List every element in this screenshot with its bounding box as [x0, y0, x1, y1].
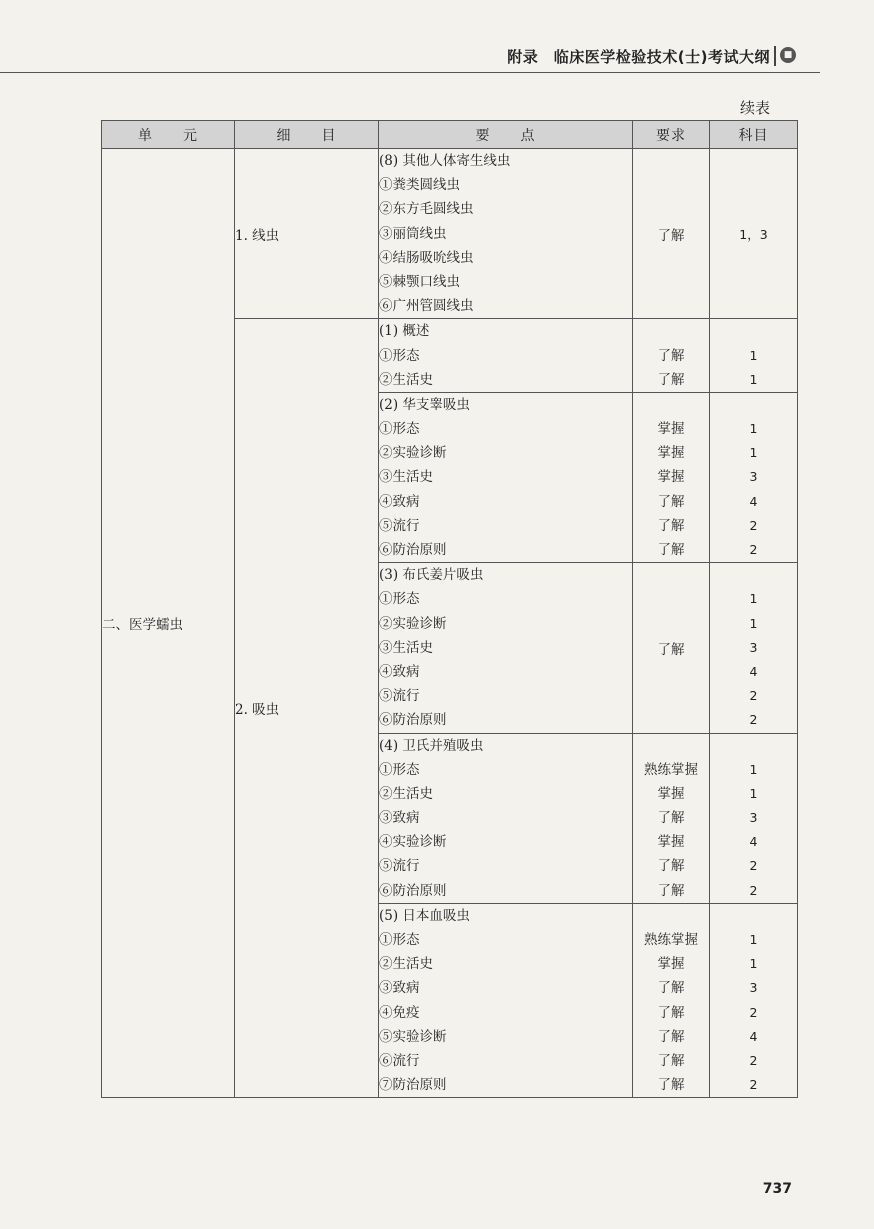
subject-value: 1: [749, 932, 758, 947]
point-item: ⑤流行: [379, 688, 420, 705]
subject-value: 2: [749, 858, 758, 874]
point-item: ②生活史: [379, 956, 433, 973]
subject-value: 2: [749, 517, 758, 533]
point-item: ③丽筒线虫: [379, 225, 447, 242]
requirement-cell: [633, 319, 710, 393]
point-item: ①形态: [379, 932, 420, 948]
header-title: 附录 临床医学检验技术(士)考试大纲: [507, 48, 770, 66]
requirement-value: 了解: [657, 1077, 685, 1094]
subject-cell: [710, 319, 798, 393]
requirement-value: 了解: [657, 1052, 685, 1069]
requirement-value: 熟练掌握: [644, 932, 698, 948]
point-item: ⑥防治原则: [379, 542, 447, 558]
unit-cell: 二、医学蠕虫: [102, 149, 235, 1098]
subject-value: 2: [749, 712, 758, 728]
point-item: ①粪类圆线虫: [379, 177, 460, 194]
point-item: ⑤实验诊断: [379, 1028, 447, 1045]
subject-value: 3: [749, 980, 758, 996]
point-item: ①形态: [379, 421, 420, 438]
requirement-value: 了解: [657, 493, 685, 510]
requirement-value: 了解: [657, 1004, 685, 1021]
requirement-cell: [633, 392, 710, 562]
detail-cell: 1. 线虫: [235, 149, 379, 319]
group-title: (3) 布氏姜片吸虫: [379, 567, 484, 584]
subject-value: 4: [749, 834, 758, 850]
requirement-cell: 了解: [633, 149, 710, 319]
subject-value: 1: [749, 956, 758, 972]
points-cell: [379, 563, 633, 733]
point-item: ④致病: [379, 663, 420, 680]
requirement-value: 熟练掌握: [644, 761, 698, 778]
point-item: ②实验诊断: [379, 615, 447, 632]
column-header-requirement: 要求: [633, 121, 710, 149]
requirement-value: 了解: [657, 810, 685, 827]
subject-value: 4: [749, 493, 758, 509]
point-item: ②东方毛圆线虫: [379, 201, 474, 218]
subject-cell: [710, 733, 798, 903]
subject-value: 1: [749, 371, 758, 387]
subject-cell: [710, 563, 798, 733]
requirement-value: 了解: [657, 371, 685, 388]
subject-value: 4: [749, 663, 758, 679]
point-item: ①形态: [379, 347, 420, 364]
header-divider: [774, 46, 776, 66]
requirement-value: 掌握: [657, 956, 685, 973]
exam-outline-table: [101, 120, 798, 1098]
group-title: (5) 日本血吸虫: [379, 907, 470, 924]
point-item: ④免疫: [379, 1004, 420, 1021]
points-cell: [379, 149, 633, 319]
point-item: ⑥流行: [379, 1052, 420, 1069]
point-item: ④实验诊断: [379, 834, 447, 851]
point-item: ③致病: [379, 980, 420, 997]
subject-value: 3: [749, 639, 758, 655]
subject-value: 3: [749, 469, 758, 485]
requirement-cell: [633, 903, 710, 1098]
requirement-value: 了解: [657, 882, 685, 899]
point-item: ①形态: [379, 761, 420, 778]
subject-value: 1: [749, 421, 758, 437]
requirement-value: 掌握: [657, 785, 685, 802]
column-header-points: 要 点: [379, 121, 633, 149]
subject-value: 3: [749, 810, 758, 826]
table-header-row: [102, 121, 798, 149]
subject-cell: [710, 903, 798, 1098]
group-title: (8) 其他人体寄生线虫: [379, 153, 511, 169]
points-cell: [379, 903, 633, 1098]
subject-value: 1: [749, 347, 758, 363]
column-header-detail: 细 目: [235, 121, 379, 149]
point-item: ③生活史: [379, 469, 433, 486]
subject-cell: 1，3: [710, 149, 798, 319]
book-icon: ■: [780, 47, 796, 63]
points-cell: [379, 733, 633, 903]
subject-value: 2: [749, 882, 758, 898]
requirement-cell: [633, 733, 710, 903]
point-item: ⑥防治原则: [379, 712, 447, 729]
requirement-value: 掌握: [657, 469, 685, 486]
group-title: (4) 卫氏并殖吸虫: [379, 737, 484, 754]
detail-cell: 2. 吸虫: [235, 319, 379, 1098]
subject-value: 2: [749, 1004, 758, 1020]
subject-value: 1: [749, 591, 758, 607]
points-cell: [379, 392, 633, 562]
point-item: ④结肠吸吮线虫: [379, 249, 474, 266]
page-number: 737: [762, 1181, 792, 1197]
point-item: ③致病: [379, 810, 420, 827]
group-title: (2) 华支睾吸虫: [379, 396, 470, 413]
column-header-subject: 科目: [710, 121, 798, 149]
point-item: ⑤棘颚口线虫: [379, 273, 460, 290]
points-cell: [379, 319, 633, 393]
subject-value: 1: [749, 445, 758, 461]
requirement-value: 了解: [657, 1028, 685, 1045]
point-item: ⑦防治原则: [379, 1077, 447, 1094]
point-item: ③生活史: [379, 639, 433, 656]
point-item: ②生活史: [379, 785, 433, 802]
requirement-value: 掌握: [657, 445, 685, 462]
point-item: ⑥广州管圆线虫: [379, 298, 474, 315]
requirement-value: 了解: [657, 542, 685, 558]
continued-label: 续表: [739, 99, 770, 117]
requirement-value: 掌握: [657, 834, 685, 851]
point-item: ⑥防治原则: [379, 882, 447, 899]
subject-value: 1: [749, 785, 758, 801]
point-item: ⑤流行: [379, 517, 420, 534]
requirement-value: 了解: [657, 347, 685, 364]
requirement-cell: 了解: [633, 563, 710, 733]
subject-cell: [710, 392, 798, 562]
requirement-value: 了解: [657, 980, 685, 997]
subject-value: 2: [749, 542, 758, 557]
group-title: (1) 概述: [379, 323, 430, 340]
requirement-value: 掌握: [657, 421, 685, 438]
subject-value: 2: [749, 1052, 758, 1068]
subject-value: 1: [749, 761, 758, 777]
subject-value: 4: [749, 1028, 758, 1044]
running-header: [0, 38, 820, 73]
point-item: ①形态: [379, 591, 420, 608]
point-item: ②实验诊断: [379, 445, 447, 462]
subject-value: 2: [749, 688, 758, 704]
column-header-unit: 单 元: [102, 121, 235, 149]
requirement-value: 了解: [657, 858, 685, 875]
point-item: ④致病: [379, 493, 420, 510]
requirement-value: 了解: [657, 517, 685, 534]
point-item: ②生活史: [379, 371, 433, 388]
subject-value: 1: [749, 615, 758, 631]
subject-value: 2: [749, 1077, 758, 1093]
point-item: ⑤流行: [379, 858, 420, 875]
table-row: [102, 149, 798, 319]
